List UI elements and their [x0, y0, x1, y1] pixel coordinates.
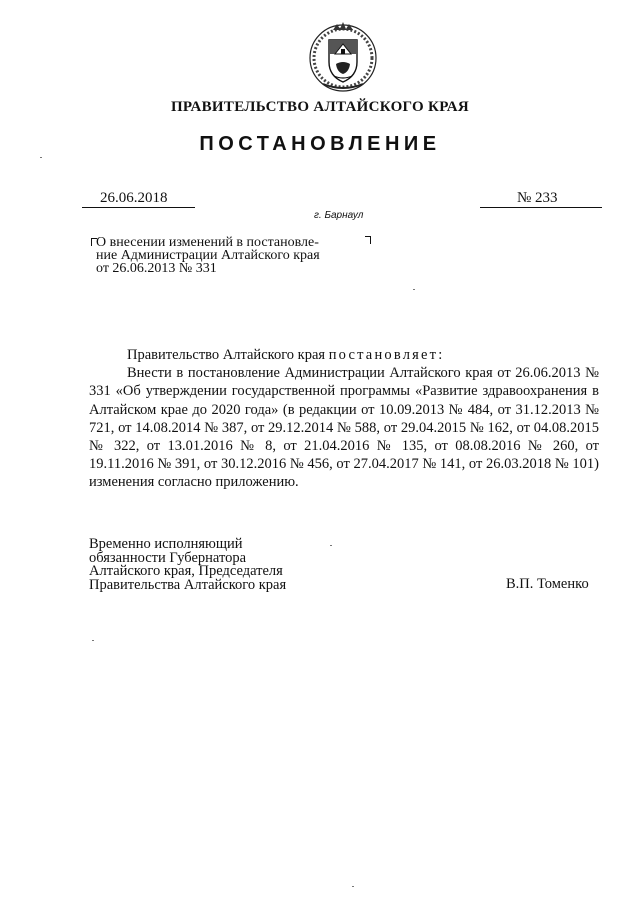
date-underline	[82, 207, 195, 208]
intro-keyword: постановляет	[328, 347, 439, 363]
document-type-title: ПОСТАНОВЛЕНИЕ	[199, 133, 441, 155]
signature-position	[89, 538, 286, 592]
scan-speck	[352, 886, 354, 887]
document-number: № 233	[517, 190, 558, 206]
subject-line: ние Администрации Алтайского края	[96, 248, 320, 263]
scan-speck	[40, 157, 42, 158]
scan-speck	[413, 289, 415, 290]
signature-line: Алтайского края, Председателя	[89, 563, 283, 580]
document-date: 26.06.2018	[100, 190, 168, 206]
organization-title: ПРАВИТЕЛЬСТВО АЛТАЙСКОГО КРАЯ	[170, 99, 470, 115]
main-paragraph: Внести в постановление Администрации Алтайского края от 26.06.2013 № 331 «Об утверждении государственной программы «Развитие здравоохранения в Алтайском крае до 2020 года» (в редакции от 10.09.2013 № 484, от 31.12.2013 № 721, от 14.08.2014 № 387, от 29.12.2014 № 588, от 29.04.2015 № 162, от 04.08.2015 № 322, от 13.01.2016 № 8, от 21.04.2016 № 135, от 08.08.2016 № 260, от 19.11.2016 № 391, от 30.12.2016 № 456, от 27.04.2017 № 141, от 26.03.2018 № 101) изменения согласно приложению.	[89, 365, 599, 491]
scan-speck	[92, 640, 94, 641]
intro-paragraph	[89, 346, 599, 364]
number-underline	[480, 207, 602, 208]
signer-name: В.П. Томенко	[506, 576, 589, 592]
scan-speck	[330, 545, 332, 546]
subject-line: от 26.06.2013 № 331	[96, 261, 217, 276]
signature-line: Временно исполняющий	[89, 536, 243, 552]
document-subject	[96, 236, 386, 275]
intro-colon: :	[438, 347, 443, 363]
subject-line: О внесении изменений в постановле-	[96, 235, 319, 250]
intro-text: Правительство Алтайского края	[127, 347, 329, 363]
city-label: г. Барнаул	[314, 210, 364, 221]
document-body	[89, 346, 599, 492]
signature-line: Правительства Алтайского края	[89, 576, 287, 593]
signature-line: обязанности Губернатора	[89, 549, 247, 566]
coat-of-arms-icon	[305, 18, 381, 94]
